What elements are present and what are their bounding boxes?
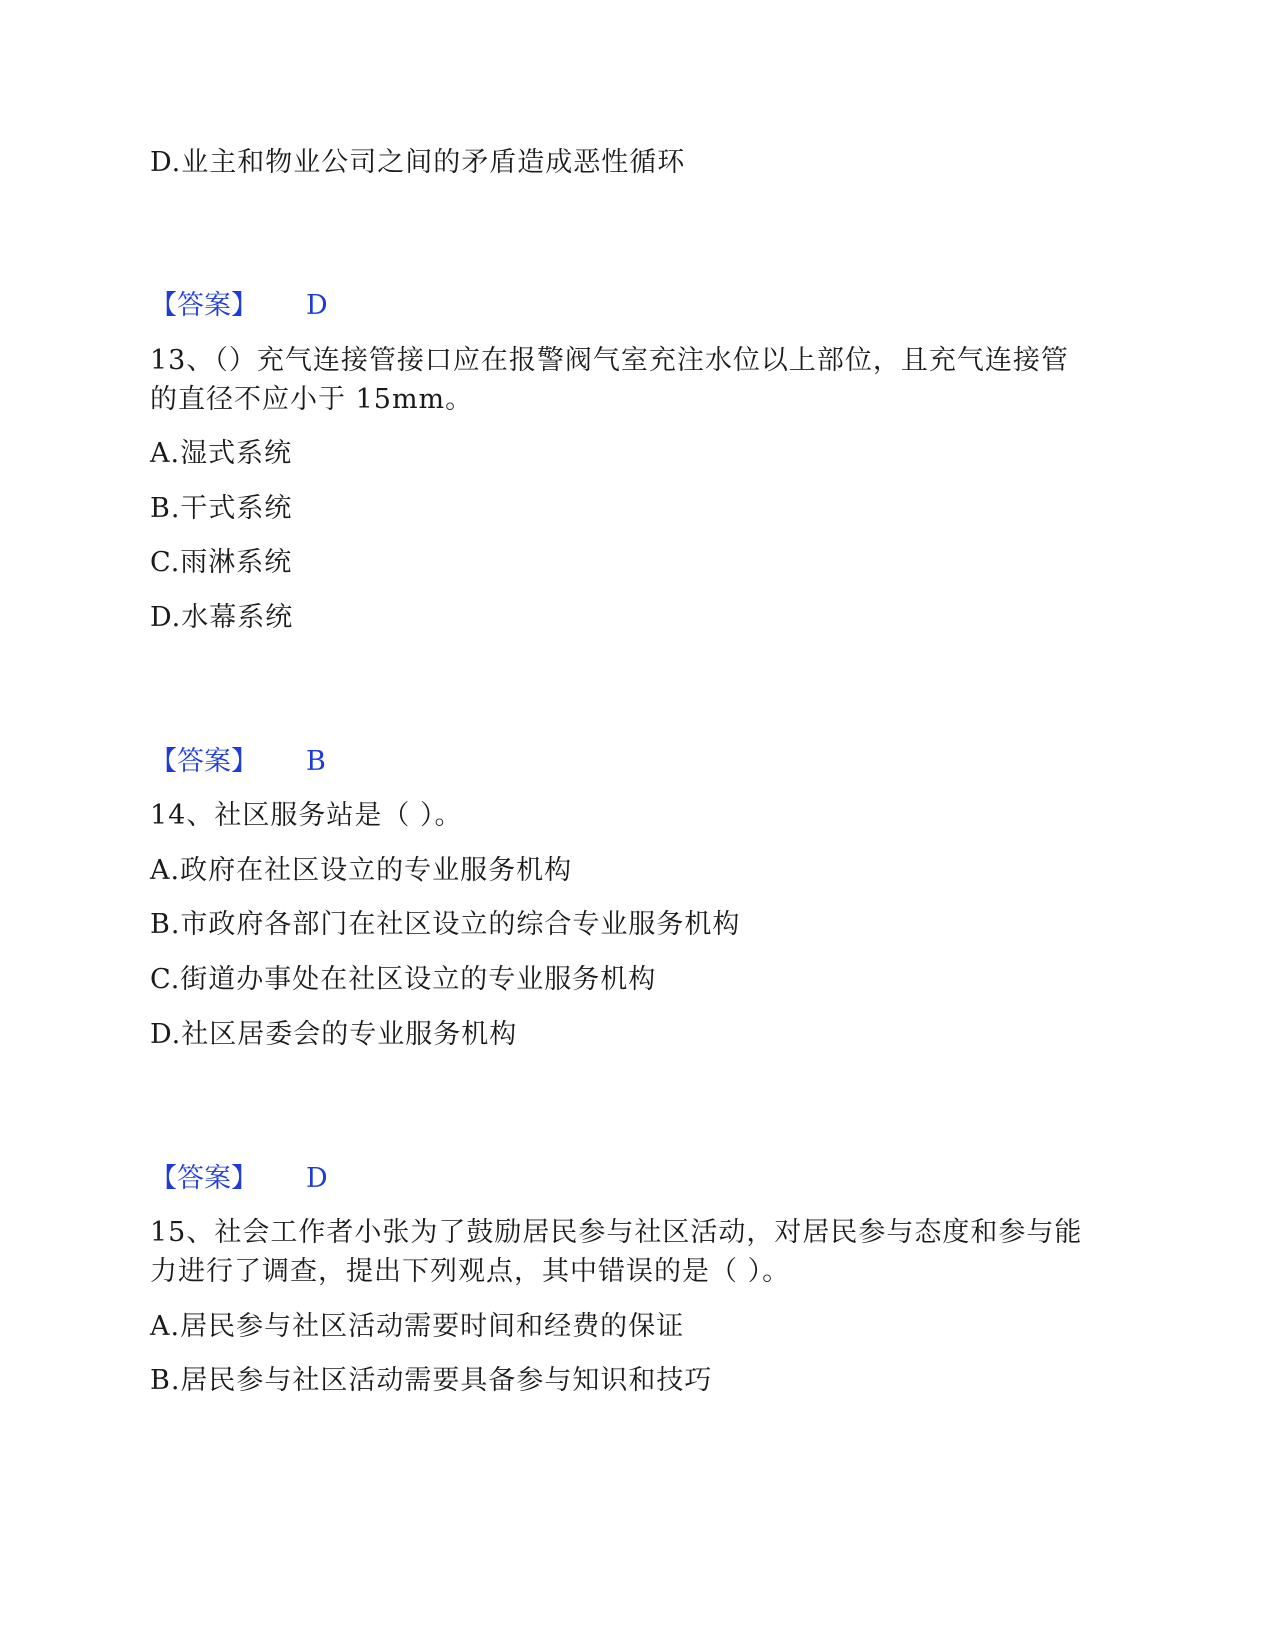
q14-option-d: D.社区居委会的专业服务机构	[150, 1019, 518, 1050]
q13-stem-line2: 的直径不应小于 15mm。	[150, 384, 474, 415]
q13-answer	[150, 745, 326, 779]
q13-option-d: D.水幕系统	[150, 602, 294, 633]
answer-label: 【答案】	[150, 290, 258, 321]
q13-option-a: A.湿式系统	[150, 438, 293, 469]
answer-label: 【答案】	[150, 746, 258, 777]
q15-stem-line2: 力进行了调查，提出下列观点，其中错误的是（ ）。	[150, 1256, 791, 1287]
answer-label: 【答案】	[150, 1163, 258, 1194]
q14-option-b: B.市政府各部门在社区设立的综合专业服务机构	[150, 909, 741, 940]
q14-option-a: A.政府在社区设立的专业服务机构	[150, 855, 573, 886]
q15-option-a: A.居民参与社区活动需要时间和经费的保证	[150, 1311, 685, 1342]
q13-stem-line1: 13、（）充气连接管接口应在报警阀气室充注水位以上部位，且充气连接管	[150, 345, 1069, 376]
q12-option-d: D.业主和物业公司之间的矛盾造成恶性循环	[150, 147, 686, 178]
q14-stem: 14、社区服务站是（ ）。	[150, 800, 463, 831]
q14-option-c: C.街道办事处在社区设立的专业服务机构	[150, 964, 657, 995]
q14-answer	[150, 1162, 328, 1196]
answer-value: B	[306, 746, 326, 777]
q13-option-b: B.干式系统	[150, 493, 293, 524]
answer-value: D	[306, 1163, 328, 1194]
q15-stem-line1: 15、社会工作者小张为了鼓励居民参与社区活动，对居民参与态度和参与能	[150, 1217, 1083, 1248]
answer-value: D	[306, 290, 328, 321]
q12-answer	[150, 289, 328, 323]
q15-option-b: B.居民参与社区活动需要具备参与知识和技巧	[150, 1365, 713, 1396]
q13-option-c: C.雨淋系统	[150, 547, 293, 578]
